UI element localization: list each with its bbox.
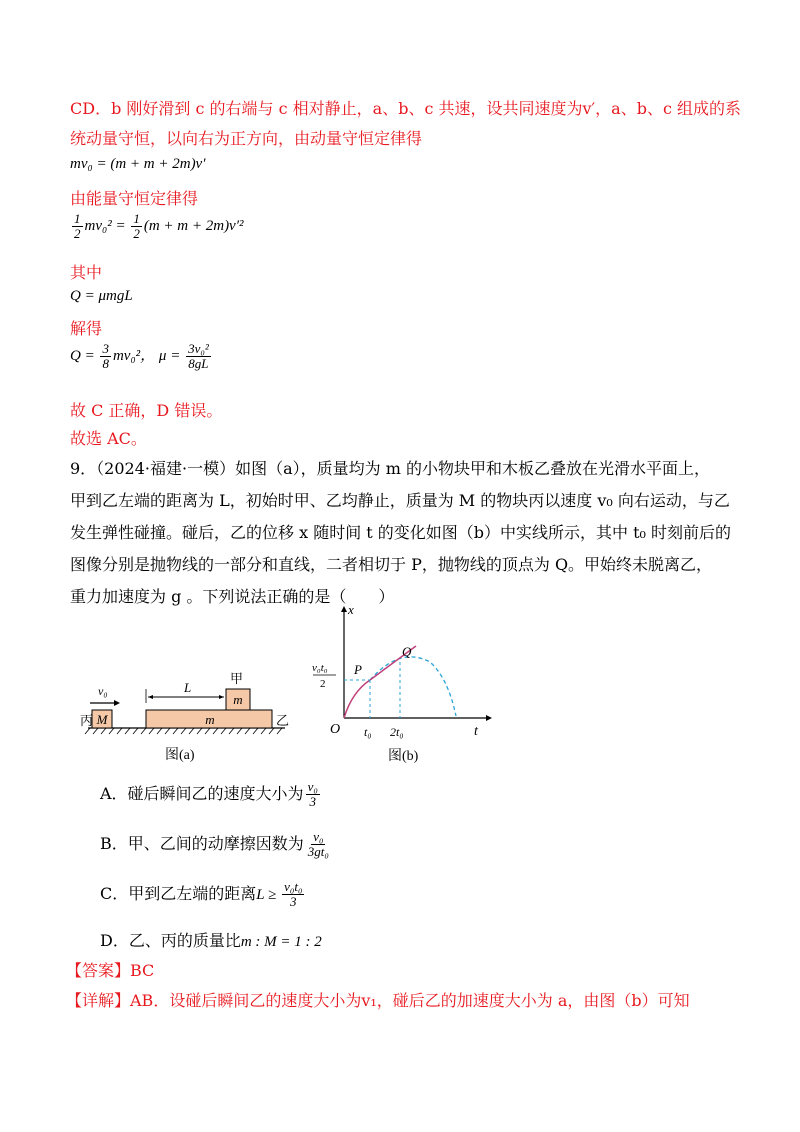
question-line-1: 9．（2024·福建·一模）如图（a），质量均为 m 的小物块甲和木板乙叠放在光滑水平面上， <box>70 459 710 478</box>
label-M: M <box>96 712 108 727</box>
question-line-4: 图像分别是抛物线的一部分和直线，二者相切于 P，抛物线的顶点为 Q。甲始终未脱离乙， <box>70 555 713 574</box>
figure-a <box>80 655 300 770</box>
question-line-5: 重力加速度为 g 。下列说法正确的是（ ） <box>70 587 395 606</box>
result-equation: Q = $\frac{3}{8}$ mv₀²， μ = $\frac{\text{3v₀²}}{8gL}$ <box>70 341 209 371</box>
caption-b: 图(b) <box>388 749 419 764</box>
solution-line-1: CD．b 刚好滑到 c 的右端与 c 相对静止，a、b、c 共速，设共同速度为v′，a、b、c 组成的系 <box>70 99 741 118</box>
option-D: D．乙、丙的质量比m : M = 1 : 2 <box>100 931 322 950</box>
heat-equation: Q = μmgL <box>70 288 133 304</box>
tick-2t0: 2t₀ <box>390 725 404 739</box>
axis-t-label: t <box>474 724 478 739</box>
question-line-3: 发生弹性碰撞。碰后，乙的位移 x 随时间 t 的变化如图（b）中实线所示，其中 t₀ 时刻前后的 <box>70 523 732 542</box>
parabola-dashed <box>370 657 456 716</box>
label-bing: 丙 <box>80 713 94 728</box>
conclusion-text: 故 C 正确，D 错误。 <box>70 401 223 420</box>
y-tick-num: v₀t₀ <box>312 662 328 674</box>
option-A: A．碰后瞬间乙的速度大小为 $\frac{\text{v₀}}{3}$ <box>100 779 318 809</box>
option-B: B．甲、乙间的动摩擦因数为 $\frac{\text{v₀}}{\text{3gt₀}}$ <box>100 829 329 859</box>
label-jia: 甲 <box>230 671 244 686</box>
tick-t0: t₀ <box>364 725 372 739</box>
answer-label: 【答案】BC <box>66 961 155 980</box>
solve-label: 解得 <box>70 319 103 338</box>
point-P: P <box>354 662 362 677</box>
y-tick-den: 2 <box>320 678 326 690</box>
label-m-top: m <box>233 692 243 707</box>
label-yi: 乙 <box>276 713 290 728</box>
origin-label: O <box>330 722 341 737</box>
choice-text: 故选 AC。 <box>70 429 147 448</box>
solution-line-2: 统动量守恒，以向右为正方向，由动量守恒定律得 <box>70 129 423 148</box>
figure-b <box>308 600 498 770</box>
label-v0: v₀ <box>98 684 108 698</box>
energy-label: 由能量守恒定律得 <box>70 189 199 208</box>
label-m-board: m <box>205 712 215 727</box>
detail-text: 【详解】AB．设碰后瞬间乙的速度大小为v₁，碰后乙的加速度大小为 a，由图（b）可知 <box>66 991 690 1010</box>
energy-equation: $\frac{1}{2}$ mv₀² = $\frac{1}{2}$ (m + m + 2m)v′² <box>74 211 244 241</box>
question-line-2: 甲到乙左端的距离为 L，初始时甲、乙均静止，质量为 M 的物块丙以速度 v₀ 向右运动，与乙 <box>70 491 730 510</box>
momentum-equation: mv₀ = (m + m + 2m)v′ <box>70 156 206 172</box>
where-label: 其中 <box>70 263 103 282</box>
option-C: C．甲到乙左端的距离L ≥ $\frac{\text{v₀t₀}}{3}$ <box>100 879 303 909</box>
label-L: L <box>184 680 192 695</box>
axis-x-label: x <box>348 602 354 617</box>
point-Q: Q <box>402 644 412 659</box>
caption-a: 图(a) <box>165 748 195 763</box>
